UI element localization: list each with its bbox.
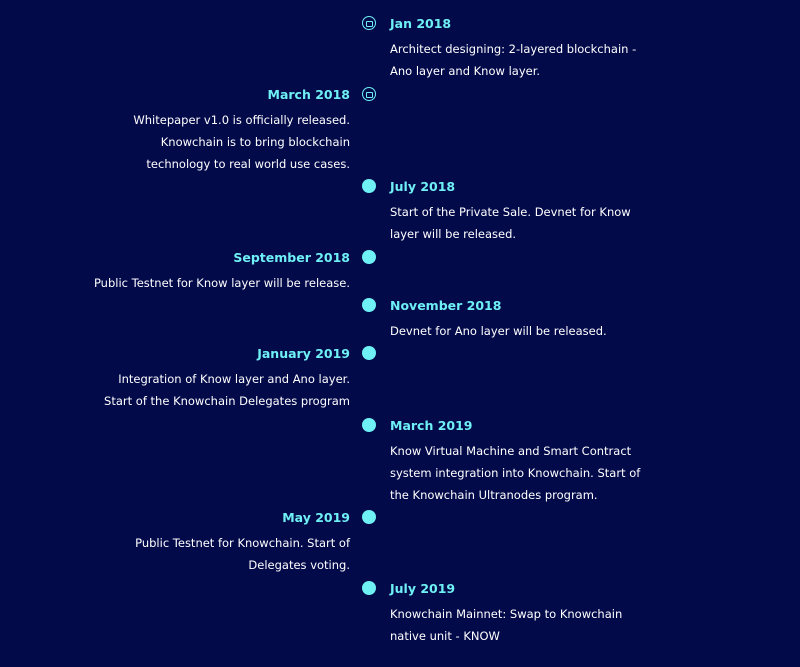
timeline-entry — [390, 179, 690, 245]
description-line: system integration into Knowchain. Start of — [390, 466, 641, 480]
description-line: native unit - KNOW — [390, 629, 500, 643]
timeline-marker-icon — [362, 179, 376, 193]
timeline-description — [30, 532, 350, 576]
timeline-date: March 2018 — [267, 87, 350, 102]
timeline-date: March 2019 — [390, 418, 473, 433]
timeline-entry — [390, 16, 690, 82]
description-line: Start of the Private Sale. Devnet for Know — [390, 205, 631, 219]
timeline-date: July 2018 — [390, 179, 456, 194]
timeline-description — [390, 440, 690, 506]
timeline-marker-icon — [362, 581, 376, 595]
timeline-description — [30, 109, 350, 175]
timeline-marker-icon — [362, 87, 376, 101]
description-line: Whitepaper v1.0 is officially released. — [133, 113, 350, 127]
timeline-entry — [30, 87, 350, 175]
timeline-date: September 2018 — [233, 250, 350, 265]
timeline-description — [30, 272, 350, 294]
description-line: Devnet for Ano layer will be released. — [390, 324, 607, 338]
description-line: the Knowchain Ultranodes program. — [390, 488, 598, 502]
timeline-description — [30, 368, 350, 412]
timeline-date: November 2018 — [390, 298, 502, 313]
timeline-entry — [30, 250, 350, 294]
timeline-entry — [390, 418, 690, 506]
description-line: Integration of Know layer and Ano layer. — [118, 372, 350, 386]
description-line: Delegates voting. — [248, 558, 350, 572]
timeline-marker-icon — [362, 418, 376, 432]
timeline-marker-icon — [362, 346, 376, 360]
timeline-marker-icon — [362, 250, 376, 264]
timeline-description — [390, 603, 690, 647]
timeline-description — [390, 320, 690, 342]
timeline-date: July 2019 — [390, 581, 456, 596]
timeline-entry — [30, 346, 350, 412]
timeline-entry — [30, 510, 350, 576]
timeline-description — [390, 201, 690, 245]
description-line: Public Testnet for Knowchain. Start of — [135, 536, 350, 550]
timeline-marker-icon — [362, 298, 376, 312]
timeline-date: January 2019 — [257, 346, 350, 361]
timeline-date: May 2019 — [282, 510, 350, 525]
timeline-date: Jan 2018 — [390, 16, 452, 31]
description-line: Architect designing: 2-layered blockchain - — [390, 42, 637, 56]
description-line: Start of the Knowchain Delegates program — [104, 394, 350, 408]
description-line: technology to real world use cases. — [146, 157, 350, 171]
description-line: layer will be released. — [390, 227, 517, 241]
description-line: Know Virtual Machine and Smart Contract — [390, 444, 632, 458]
timeline-entry — [390, 298, 690, 342]
timeline-marker-icon — [362, 510, 376, 524]
timeline-description — [390, 38, 690, 82]
description-line: Knowchain Mainnet: Swap to Knowchain — [390, 607, 623, 621]
timeline-marker-icon — [362, 16, 376, 30]
description-line: Ano layer and Know layer. — [390, 64, 541, 78]
description-line: Knowchain is to bring blockchain — [160, 135, 350, 149]
timeline-entry — [390, 581, 690, 647]
description-line: Public Testnet for Know layer will be release. — [93, 276, 350, 290]
